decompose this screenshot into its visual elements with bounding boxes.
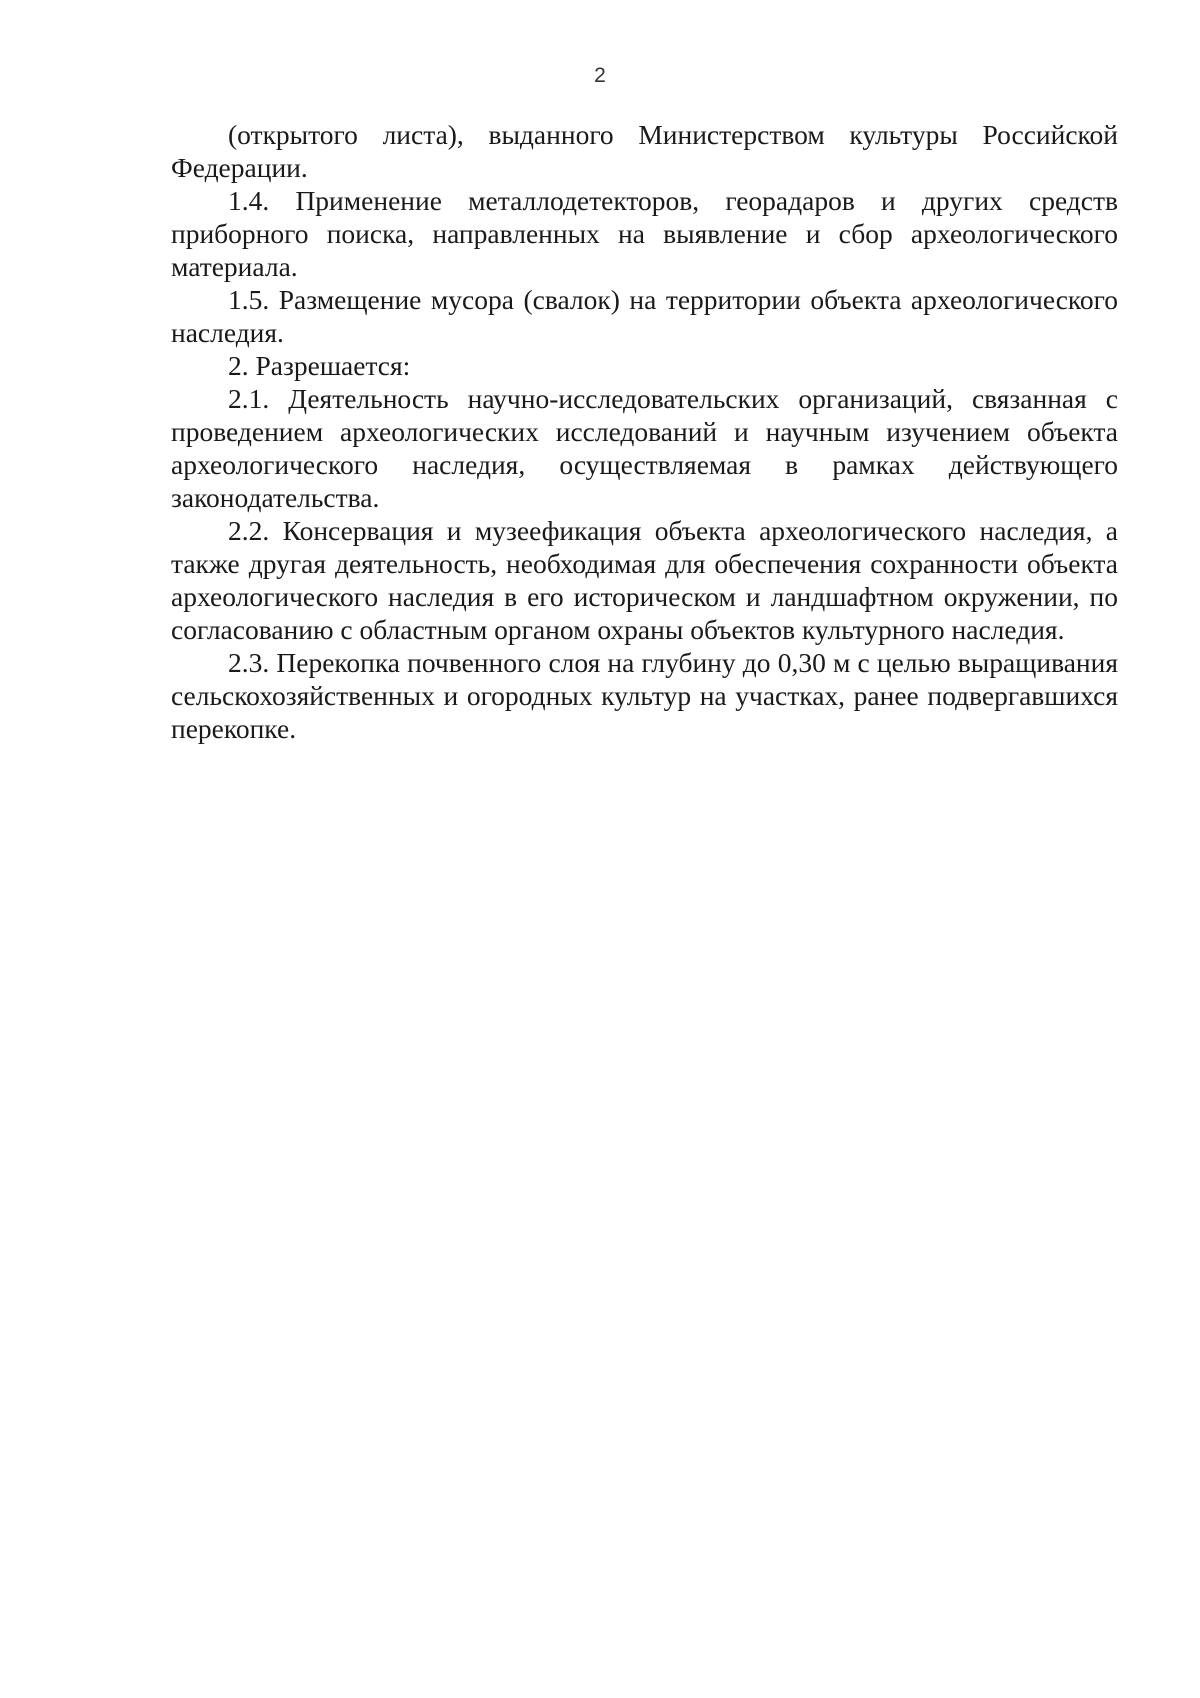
paragraph-1-5: 1.5. Размещение мусора (свалок) на территории объекта археологического наследия. [171, 284, 1118, 348]
paragraph-2-3: 2.3. Перекопка почвенного слоя на глубину до 0,30 м с целью выращивания сельскохозяйственных и огородных культур на участках, ранее подвергавшихся перекопке. [171, 647, 1118, 744]
page-number: 2 [594, 64, 606, 87]
paragraph-2-heading: 2. Разрешается: [228, 350, 411, 381]
paragraph-2-2: 2.2. Консервация и музеефикация объекта археологического наследия, а также другая деятельность, необходимая для обеспечения сохранности объекта археологического наследия в его историческом и ландшафтном окружении, по согласованию с областным органом охраны объектов культурного наследия. [171, 515, 1118, 645]
paragraph-1-4: 1.4. Применение металлодетекторов, георадаров и других средств приборного поиска, направленных на выявление и сбор археологического материала. [171, 185, 1118, 282]
paragraph-2-1: 2.1. Деятельность научно-исследовательских организаций, связанная с проведением археологических исследований и научным изучением объекта археологического наследия, осуществляемая в рамках действующего законодательства. [171, 383, 1118, 513]
paragraph-continuation: (открытого листа), выданного Министерством культуры Российской Федерации. [171, 119, 1118, 183]
document-body [171, 118, 1118, 745]
